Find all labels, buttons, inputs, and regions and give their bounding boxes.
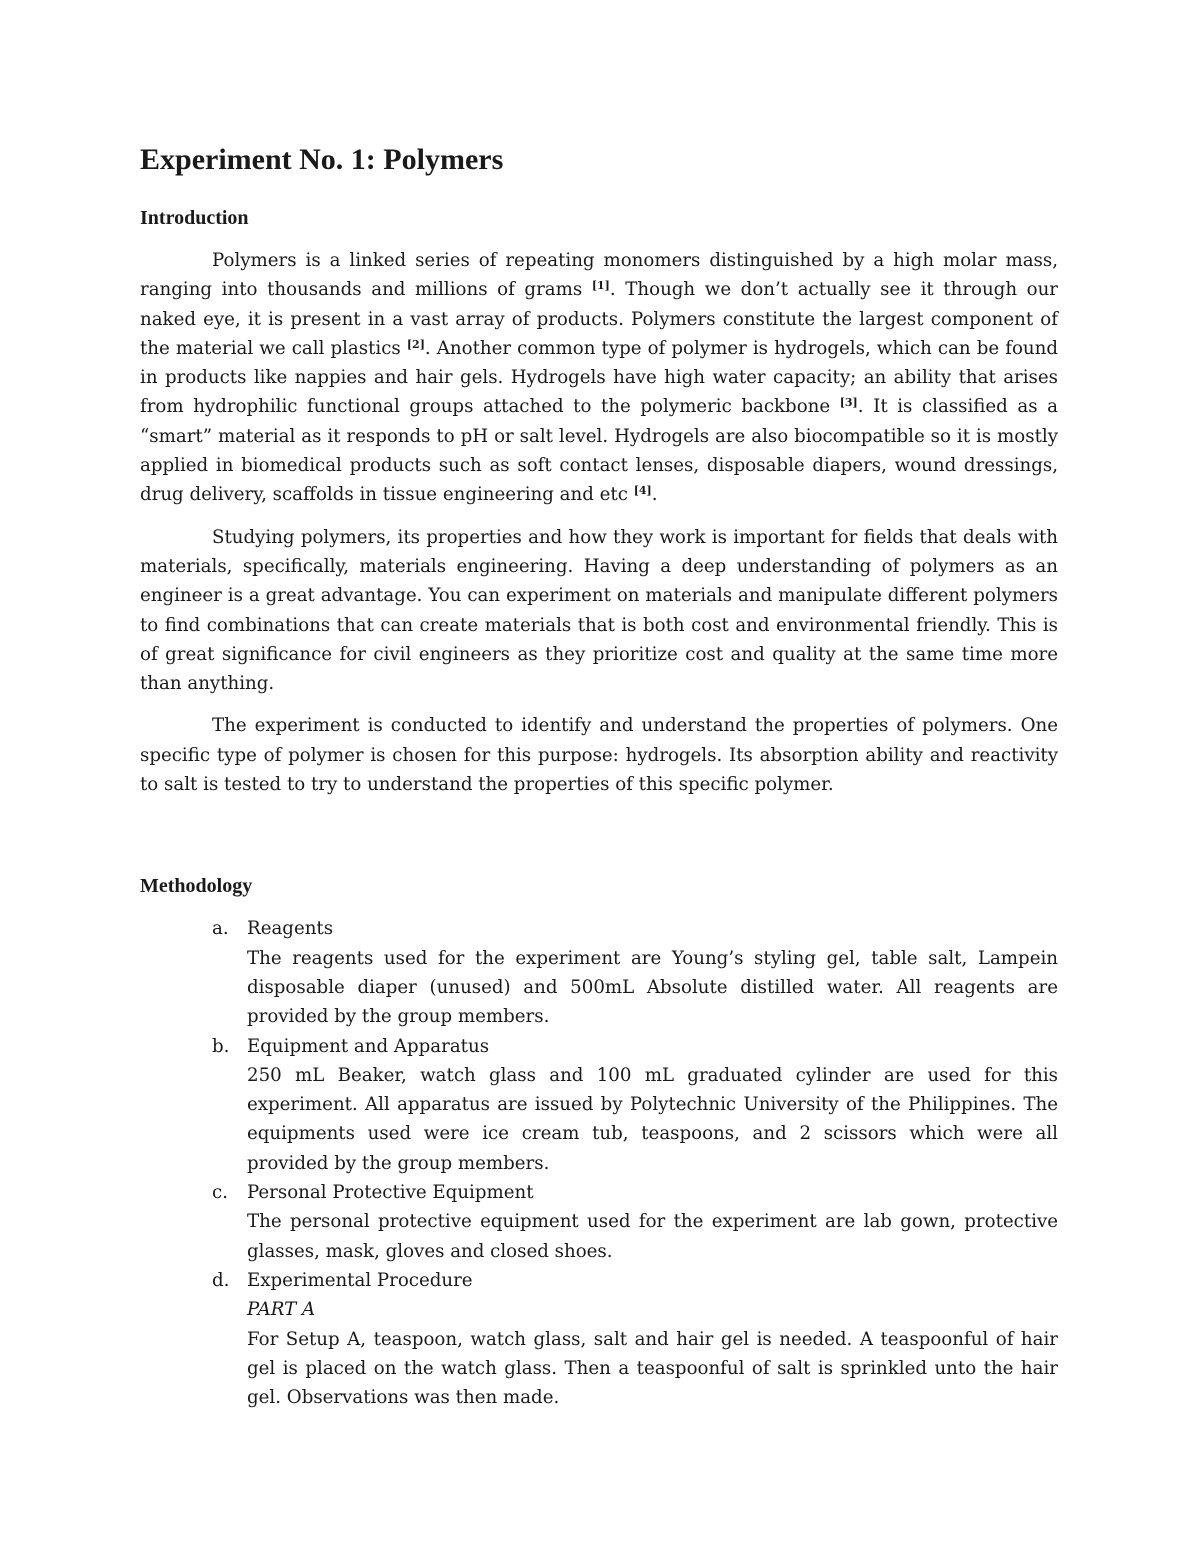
list-item-title: Experimental Procedure	[247, 1269, 473, 1291]
intro-p1-text-2: . Though we don’t actually see it through our naked eye, it is present in a vast array of products. Polymers constitute the largest component of the material we call plastics	[140, 279, 1058, 359]
intro-p1-text-4: . It is classified as a “smart” material as it responds to pH or salt level. Hydrogels are also biocompatible so it is mostly applied in biomedical products such as soft contact lenses, disposable diapers, wound dressings, drug delivery, scaffolds in tissue engineering and etc	[140, 396, 1059, 506]
page-title: Experiment No. 1: Polymers	[140, 143, 504, 176]
list-item	[212, 914, 1058, 1031]
list-item-title: Equipment and Apparatus	[247, 1035, 490, 1057]
section-spacer	[140, 812, 1058, 872]
list-item	[212, 1266, 1058, 1412]
introduction-heading: Introduction	[140, 207, 249, 229]
list-item	[212, 1178, 1058, 1266]
methodology-heading: Methodology	[140, 875, 253, 898]
document-page	[140, 138, 1058, 1412]
list-marker: c.	[212, 1182, 228, 1204]
intro-p1-text-3: . Another common type of polymer is hydrogels, which can be found in products like nappies and hair gels. Hydrogels have high water capacity; an ability that arises from hydrophilic functional groups attached to the polymeric backbone	[140, 337, 1058, 418]
list-item-body: For Setup A, teaspoon, watch glass, salt and hair gel is needed. A teaspoonful of hair gel is placed on the watch glass. Then a teaspoonful of salt is sprinkled unto the hair gel. Observations was then made.	[247, 1328, 1058, 1409]
introduction-paragraph-3: The experiment is conducted to identify and understand the properties of polymers. One specific type of polymer is chosen for this purpose: hydrogels. Its absorption ability and reactivity to salt is tested to try to understand the properties of this specific polymer.	[140, 715, 1058, 796]
list-item-body: The reagents used for the experiment are Young’s styling gel, table salt, Lampein disposable diaper (unused) and 500mL Absolute distilled water. All reagents are provided by the group members.	[247, 947, 1058, 1028]
list-marker: d.	[212, 1269, 230, 1291]
citation-ref-4: [4]	[633, 484, 652, 498]
citation-ref-1: [1]	[591, 279, 610, 293]
list-item	[212, 1032, 1058, 1178]
methodology-list	[140, 914, 1058, 1412]
list-item-title: Personal Protective Equipment	[247, 1182, 534, 1204]
list-item-title: Reagents	[247, 918, 334, 940]
part-label: PART A	[247, 1299, 316, 1321]
list-item-body: 250 mL Beaker, watch glass and 100 mL graduated cylinder are used for this experiment. All apparatus are issued by Polytechnic University of the Philippines. The equipments used were ice cream tub, teaspoons, and 2 scissors which were all provided by the group members.	[247, 1064, 1058, 1174]
introduction-paragraph-2: Studying polymers, its properties and how they work is important for fields that deals with materials, specifically, materials engineering. Having a deep understanding of polymers as an engineer is a great advantage. You can experiment on materials and manipulate different polymers to find combinations that can create materials that is both cost and environmental friendly. This is of great significance for civil engineers as they prioritize cost and quality at the same time more than anything.	[140, 526, 1058, 695]
citation-ref-3: [3]	[839, 396, 858, 410]
list-marker: b.	[212, 1035, 230, 1057]
intro-p1-text-5: .	[651, 484, 658, 506]
introduction-paragraph-1	[140, 246, 1058, 510]
list-item-body: The personal protective equipment used for the experiment are lab gown, protective glasses, mask, gloves and closed shoes.	[247, 1211, 1058, 1262]
intro-p1-text-1: Polymers is a linked series of repeating monomers distinguished by a high molar mass, ranging into thousands and millions of grams	[140, 250, 1058, 301]
list-marker: a.	[212, 918, 229, 940]
citation-ref-2: [2]	[406, 337, 425, 351]
